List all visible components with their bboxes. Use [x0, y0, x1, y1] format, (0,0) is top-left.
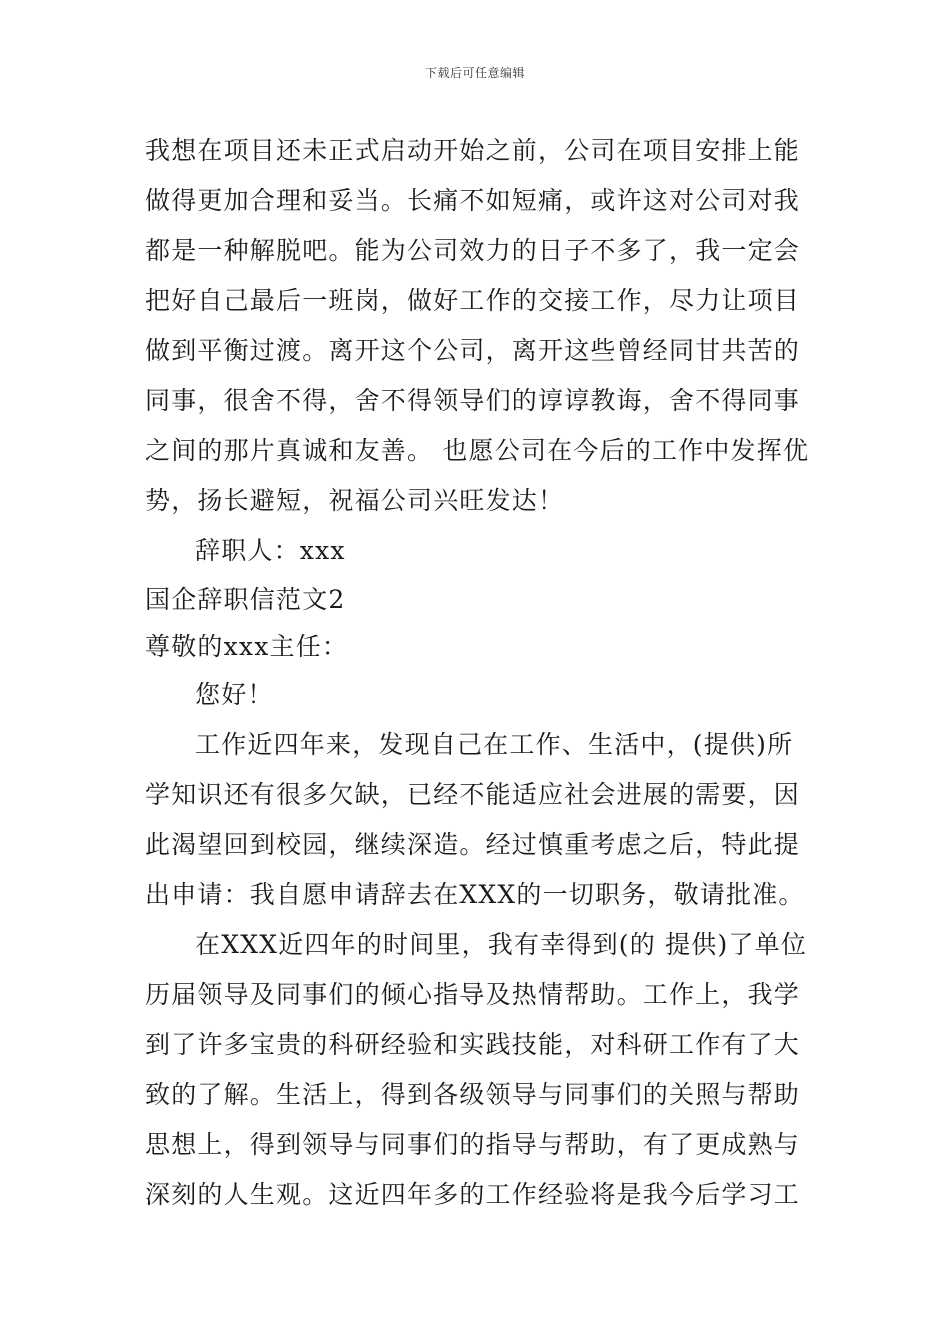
body-line: 同事，很舍不得，舍不得领导们的谆谆教诲，舍不得同事: [145, 386, 801, 415]
body-line: 到了许多宝贵的科研经验和实践技能，对科研工作有了大: [145, 1030, 801, 1059]
signature-line: 辞职人：xxx: [195, 536, 346, 565]
body-line: 势，扬长避短，祝福公司兴旺发达！: [145, 486, 565, 515]
body-line: 之间的那片真诚和友善。 也愿公司在今后的工作中发挥优: [145, 436, 810, 465]
body-line: 都是一种解脱吧。能为公司效力的日子不多了，我一定会: [145, 236, 801, 265]
body-line: 深刻的人生观。这近四年多的工作经验将是我今后学习工: [145, 1180, 801, 1209]
body-line: 致的了解。生活上，得到各级领导与同事们的关照与帮助: [145, 1080, 801, 1109]
body-line: 思想上，得到领导与同事们的指导与帮助，有了更成熟与: [145, 1130, 801, 1159]
body-line: 历届领导及同事们的倾心指导及热情帮助。工作上，我学: [145, 980, 801, 1009]
body-line: 做得更加合理和妥当。长痛不如短痛，或许这对公司对我: [145, 186, 801, 215]
body-line: 我想在项目还未正式启动开始之前，公司在项目安排上能: [145, 136, 801, 165]
header-note: 下载后可任意编辑: [424, 66, 525, 80]
body-line: 工作近四年来，发现自己在工作、生活中，(提供)所: [195, 730, 794, 759]
body-line: 把好自己最后一班岗，做好工作的交接工作，尽力让项目: [145, 286, 801, 315]
body-line: 出申请：我自愿申请辞去在XXX的一切职务，敬请批准。: [145, 880, 805, 909]
greeting: 您好！: [195, 680, 274, 709]
salutation: 尊敬的xxx主任：: [145, 632, 349, 661]
section-title: 国企辞职信范文2: [145, 585, 346, 614]
body-line: 在XXX近四年的时间里，我有幸得到(的 提供)了单位: [195, 930, 808, 959]
body-line: 做到平衡过渡。离开这个公司，离开这些曾经同甘共苦的: [145, 336, 801, 365]
letter-body: [145, 126, 810, 1220]
body-line: 此渴望回到校园，继续深造。经过慎重考虑之后，特此提: [145, 830, 801, 859]
body-line: 学知识还有很多欠缺，已经不能适应社会进展的需要，因: [145, 780, 801, 809]
